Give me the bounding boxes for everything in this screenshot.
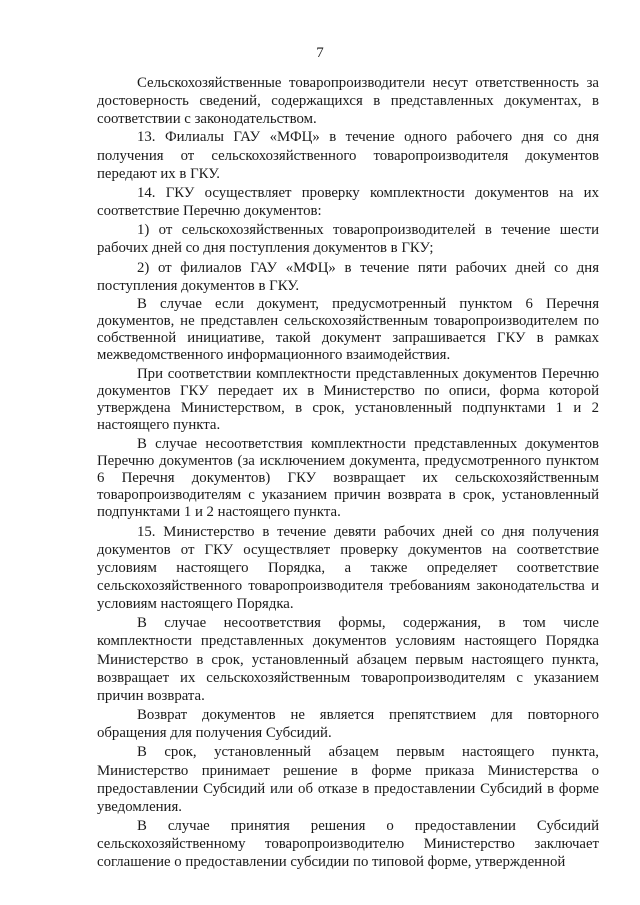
paragraph-return-documents: В случае несоответствия формы, содержания, в том числе комплектности представленных документов условиям настоящего Порядка Министерство в срок, установленный абзацем первым настоящего пункта, возвращает их сельскохозяйственным товаропроизводителям с указанием причин возврата. bbox=[97, 615, 599, 704]
paragraph-completeness-mismatch: В случае несоответствия комплектности представленных документов Перечню документов (за исключением документа, предусмотренного пунктом 6 Перечня документов) ГКУ возвращает их сельскохозяйственным товаропроизводителям с указанием причин возврата в срок, установленный подпунктами 1 и 2 настоящего пункта. bbox=[97, 435, 599, 521]
paragraph-missing-document: В случае если документ, предусмотренный пунктом 6 Перечня документов, не представлен сельскохозяйственным товаропроизводителем по собственной инициативе, такой документ запрашивается ГКУ в рамках межведомственного информационного взаимодействия. bbox=[97, 295, 599, 364]
paragraph-14-item-1: 1) от сельскохозяйственных товаропроизводителей в течение шести рабочих дней со дня поступления документов в ГКУ; bbox=[97, 222, 599, 257]
document-body bbox=[97, 74, 599, 871]
paragraph-13: 13. Филиалы ГАУ «МФЦ» в течение одного рабочего дня со дня получения от сельскохозяйственного товаропроизводителя документов передают их в ГКУ. bbox=[97, 129, 599, 182]
paragraph-completeness-ok: При соответствии комплектности представленных документов Перечню документов ГКУ передает их в Министерство по описи, форма которой утверждена Министерством, в срок, установленный подпунктами 1 и 2 настоящего пункта. bbox=[97, 365, 599, 434]
paragraph-agreement: В случае принятия решения о предоставлении Субсидий сельскохозяйственному товаропроизводителю Министерство заключает соглашение о предоставлении субсидии по типовой форме, утвержденной bbox=[97, 818, 599, 871]
paragraph-decision: В срок, установленный абзацем первым настоящего пункта, Министерство принимает решение в форме приказа Министерства о предоставлении Субсидий или об отказе в предоставлении Субсидий в форме уведомления. bbox=[97, 744, 599, 815]
paragraph-15: 15. Министерство в течение девяти рабочих дней со дня получения документов от ГКУ осуществляет проверку документов на соответствие условиям настоящего Порядка, а также определяет соответствие сельскохозяйственного товаропроизводителя требованиям законодательства и условиям настоящего Порядка. bbox=[97, 523, 599, 613]
paragraph-14: 14. ГКУ осуществляет проверку комплектности документов на их соответствие Перечню документов: bbox=[97, 184, 599, 220]
page-number: 7 bbox=[316, 45, 324, 61]
paragraph-14-item-2: 2) от филиалов ГАУ «МФЦ» в течение пяти рабочих дней со дня поступления документов в ГКУ. bbox=[97, 259, 599, 294]
paragraph-repeat-request: Возврат документов не является препятствием для повторного обращения для получения Субсидий. bbox=[97, 707, 599, 742]
paragraph-responsibility: Сельскохозяйственные товаропроизводители несут ответственность за достоверность сведений, содержащихся в представленных документах, в соответствии с законодательством. bbox=[97, 75, 599, 128]
